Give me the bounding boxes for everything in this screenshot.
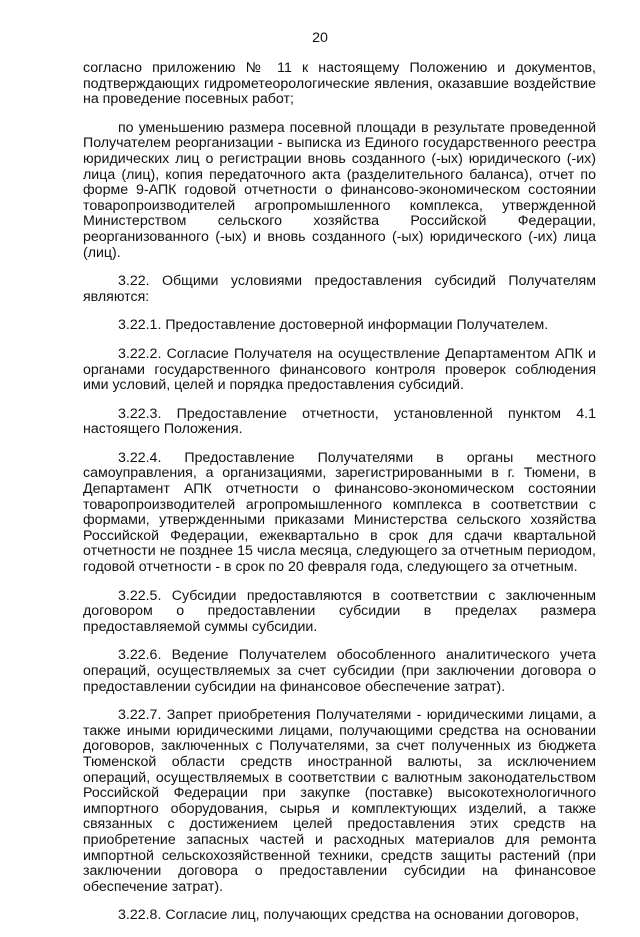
paragraph-3-22-6: 3.22.6. Ведение Получателем обособленного аналитического учета операций, осуществляемых за счет субсидии (при заключении договора о предоставлении субсидии на финансовое обеспечение затрат). [83, 647, 596, 695]
paragraph-2: по уменьшению размера посевной площади в результате проведенной Получателем реорганизации - выписка из Единого государственного реестра юридических лиц о регистрации вновь созданного (-ых) юридического (-их) лица (лиц), копия передаточного акта (разделительного баланса), отчет по форме 9-АПК годовой отчетности о финансово-экономическом состоянии товаропроизводителей агропромышленного комплекса, утвержденной Министерством сельского хозяйства Российской Федерации, реорганизованного (-ых) и вновь созданного (-ых) юридического (-их) лица (лиц). [83, 119, 596, 261]
paragraph-3-22: 3.22. Общими условиями предоставления субсидий Получателям являются: [83, 273, 596, 305]
paragraph-3-22-5: 3.22.5. Субсидии предоставляются в соответствии с заключенным договором о предоставлении субсидии в пределах размера предоставляемой суммы субсидии. [83, 587, 596, 635]
document-body [83, 61, 596, 937]
paragraph-3-22-1: 3.22.1. Предоставление достоверной информации Получателем. [118, 317, 549, 334]
page-number: 20 [312, 30, 328, 46]
paragraph-3-22-7: 3.22.7. Запрет приобретения Получателями - юридическими лицами, а также иными юридическими лицами, получающими средства на основании договоров, заключенных с Получателями, за счет полученных из бюджета Тюменской области средств иностранной валюты, за исключением операций, осуществляемых в соответствии с валютным законодательством Российской Федерации при закупке (поставке) высокотехнологичного импортного оборудования, сырья и комплектующих изделий, а также связанных с достижением целей предоставления этих средств на приобретение запасных частей и расходных материалов для ремонта импортной сельскохозяйственной техники, средств защиты растений (при заключении договора о предоставлении субсидии на финансовое обеспечение затрат). [83, 707, 596, 895]
paragraph-3-22-4: 3.22.4. Предоставление Получателями в органы местного самоуправления, а организациями, зарегистрированными в г. Тюмени, в Департамент АПК отчетности о финансово-экономическом состоянии товаропроизводителей агропромышленного комплекса в соответствии с формами, утвержденными приказами Министерства сельского хозяйства Российской Федерации, ежеквартально в срок для сдачи квартальной отчетности не позднее 15 числа месяца, следующего за отчетным периодом, годовой отчетности - в срок по 20 февраля года, следующего за отчетным. [83, 449, 596, 576]
paragraph-3-22-3: 3.22.3. Предоставление отчетности, установленной пунктом 4.1 настоящего Положения. [83, 405, 596, 438]
paragraph-3-22-8: 3.22.8. Согласие лиц, получающих средства на основании договоров, [118, 907, 580, 924]
paragraph-1: согласно приложению № 11 к настоящему Положению и документов, подтверждающих гидрометеорологические явления, оказавшие воздействие на проведение посевных работ; [83, 60, 596, 108]
paragraph-3-22-2: 3.22.2. Согласие Получателя на осуществление Департаментом АПК и органами государственного финансового контроля проверок соблюдения ими условий, целей и порядка предоставления субсидий. [83, 345, 596, 394]
